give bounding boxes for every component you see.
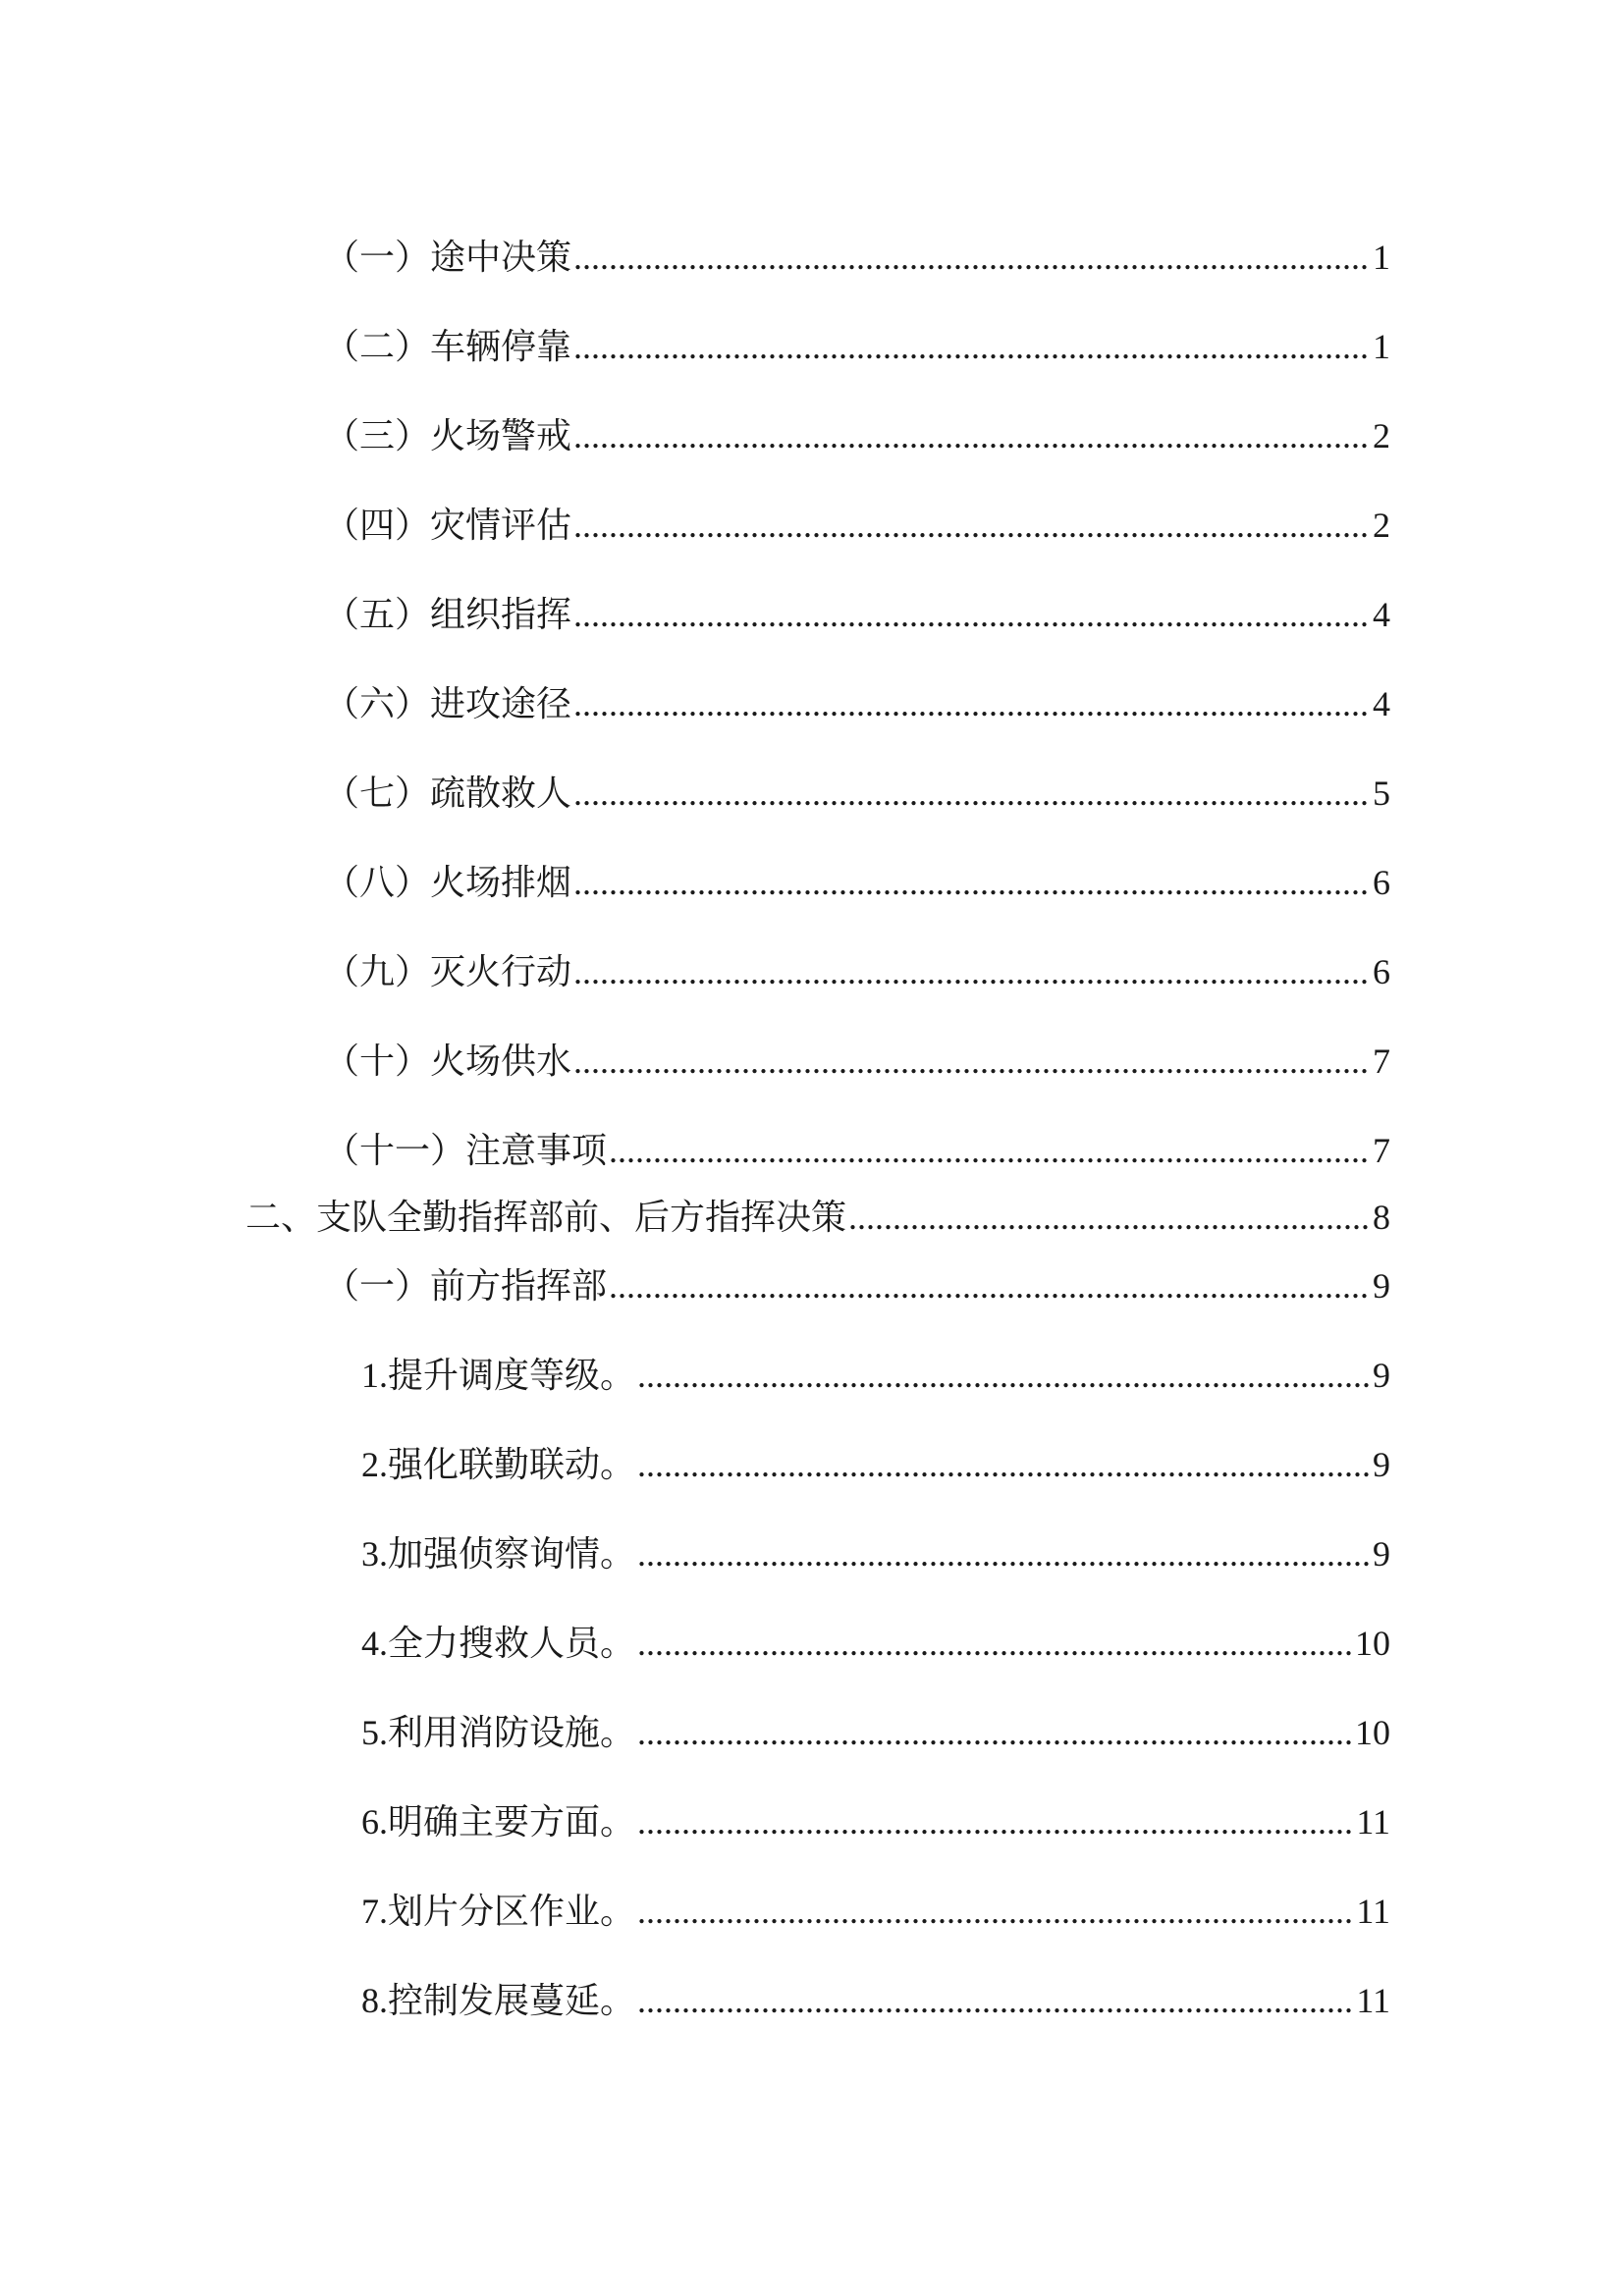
toc-page-number: 9 <box>1373 1445 1390 1484</box>
toc-dot-leader <box>637 1441 1371 1488</box>
toc-entry-title <box>361 1709 635 1757</box>
toc-dot-leader <box>573 948 1371 995</box>
toc-page-number: 2 <box>1373 416 1390 455</box>
toc-page-number: 9 <box>1373 1534 1390 1574</box>
toc-entry[interactable] <box>361 1977 1390 2024</box>
toc-dot-leader <box>573 859 1371 906</box>
toc-page-number: 11 <box>1356 1802 1390 1842</box>
toc-page-number: 1 <box>1373 327 1390 366</box>
toc-page-number: 5 <box>1373 774 1390 813</box>
toc-page-number: 4 <box>1373 595 1390 634</box>
toc-dot-leader <box>609 1127 1371 1174</box>
toc-entry[interactable] <box>324 1262 1390 1309</box>
toc-entry[interactable] <box>324 323 1390 370</box>
toc-page-number: 2 <box>1373 506 1390 545</box>
toc-page-number: 8 <box>1373 1198 1390 1237</box>
toc-page-number: 9 <box>1373 1356 1390 1395</box>
toc-dot-leader <box>637 1709 1353 1756</box>
toc-entry-title <box>361 1977 635 2025</box>
toc-page-number: 7 <box>1373 1131 1390 1170</box>
toc-dot-leader <box>637 1620 1353 1667</box>
toc-dot-leader <box>573 1038 1371 1085</box>
toc-page-number: 11 <box>1356 1892 1390 1931</box>
toc-entry-title: （五）组织指挥 <box>324 595 572 635</box>
toc-dot-leader <box>573 502 1371 549</box>
toc-page-number: 10 <box>1355 1713 1390 1752</box>
toc-entry-number: 4. <box>361 1624 388 1663</box>
toc-dot-leader <box>573 680 1371 727</box>
toc-entry-title <box>361 1530 635 1578</box>
toc-dot-leader <box>637 1530 1371 1577</box>
toc-entry-number: 5. <box>361 1713 388 1752</box>
toc-page-number: 6 <box>1373 863 1390 902</box>
toc-entry-title <box>361 1441 635 1489</box>
toc-page-number: 10 <box>1355 1624 1390 1663</box>
toc-entry-text: 控制发展蔓延。 <box>388 1981 636 2021</box>
toc-entry[interactable] <box>324 234 1390 281</box>
toc-dot-leader <box>573 412 1371 459</box>
toc-entry-text: 利用消防设施。 <box>388 1713 636 1753</box>
toc-entry-title: （二）车辆停靠 <box>324 327 572 367</box>
toc-entry[interactable] <box>245 1194 1390 1241</box>
toc-entry-title: （八）火场排烟 <box>324 863 572 903</box>
toc-dot-leader <box>573 770 1371 817</box>
toc-entry-number: 3. <box>361 1534 388 1574</box>
toc-entry-text: 强化联勤联动。 <box>388 1445 636 1485</box>
toc-entry[interactable] <box>361 1352 1390 1399</box>
toc-entry[interactable] <box>361 1441 1390 1488</box>
toc-entry[interactable] <box>361 1798 1390 1845</box>
toc-dot-leader <box>573 234 1371 281</box>
toc-entry[interactable] <box>324 770 1390 817</box>
toc-entry-title: （三）火场警戒 <box>324 416 572 456</box>
toc-entry[interactable] <box>324 412 1390 459</box>
toc-entry-title: （十）火场供水 <box>324 1041 572 1082</box>
toc-page-number: 1 <box>1373 238 1390 277</box>
toc-page-number: 4 <box>1373 684 1390 723</box>
toc-entry-text: 全力搜救人员。 <box>388 1624 636 1664</box>
toc-entry-text: 明确主要方面。 <box>388 1802 636 1842</box>
toc-entry-number: 7. <box>361 1892 388 1931</box>
toc-entry-title: 二、支队全勤指挥部前、后方指挥决策 <box>245 1198 847 1238</box>
toc-dot-leader <box>637 1798 1354 1845</box>
toc-entry[interactable] <box>324 591 1390 638</box>
toc-entry[interactable] <box>361 1530 1390 1577</box>
toc-entry-title: （一）前方指挥部 <box>324 1266 608 1307</box>
toc-page-number: 11 <box>1356 1981 1390 2020</box>
toc-entry-number: 2. <box>361 1445 388 1484</box>
toc-entry-title: （六）进攻途径 <box>324 684 572 724</box>
toc-entry-title <box>361 1620 635 1668</box>
toc-entry-number: 6. <box>361 1802 388 1842</box>
toc-entry[interactable] <box>361 1888 1390 1935</box>
toc-entry-number: 8. <box>361 1981 388 2020</box>
toc-entry[interactable] <box>324 948 1390 995</box>
toc-entry-text: 加强侦察询情。 <box>388 1534 636 1575</box>
toc-dot-leader <box>637 1352 1371 1399</box>
toc-dot-leader <box>637 1888 1354 1935</box>
toc-entry[interactable] <box>324 680 1390 727</box>
toc-dot-leader <box>637 1977 1354 2024</box>
toc-page-number: 9 <box>1373 1266 1390 1306</box>
toc-dot-leader <box>609 1262 1371 1309</box>
toc-entry-title <box>361 1352 635 1400</box>
toc-entry[interactable] <box>324 502 1390 549</box>
toc-entry-title <box>361 1888 635 1936</box>
toc-entry[interactable] <box>324 859 1390 906</box>
toc-entry-text: 提升调度等级。 <box>388 1356 636 1396</box>
toc-entry[interactable] <box>361 1620 1390 1667</box>
toc-page-number: 7 <box>1373 1041 1390 1081</box>
toc-entry-title: （十一）注意事项 <box>324 1131 608 1171</box>
toc-entry[interactable] <box>361 1709 1390 1756</box>
toc-dot-leader <box>573 323 1371 370</box>
toc-entry-title <box>361 1798 635 1846</box>
toc-entry[interactable] <box>324 1038 1390 1085</box>
toc-entry-text: 划片分区作业。 <box>388 1892 636 1932</box>
toc-entry-number: 1. <box>361 1356 388 1395</box>
toc-entry-title: （一）途中决策 <box>324 238 572 278</box>
toc-entry-title: （四）灾情评估 <box>324 506 572 546</box>
toc-entry[interactable] <box>324 1127 1390 1174</box>
toc-dot-leader <box>573 591 1371 638</box>
toc-dot-leader <box>848 1194 1371 1241</box>
toc-page-number: 6 <box>1373 952 1390 991</box>
toc-entry-title: （七）疏散救人 <box>324 774 572 814</box>
toc-entry-title: （九）灭火行动 <box>324 952 572 992</box>
